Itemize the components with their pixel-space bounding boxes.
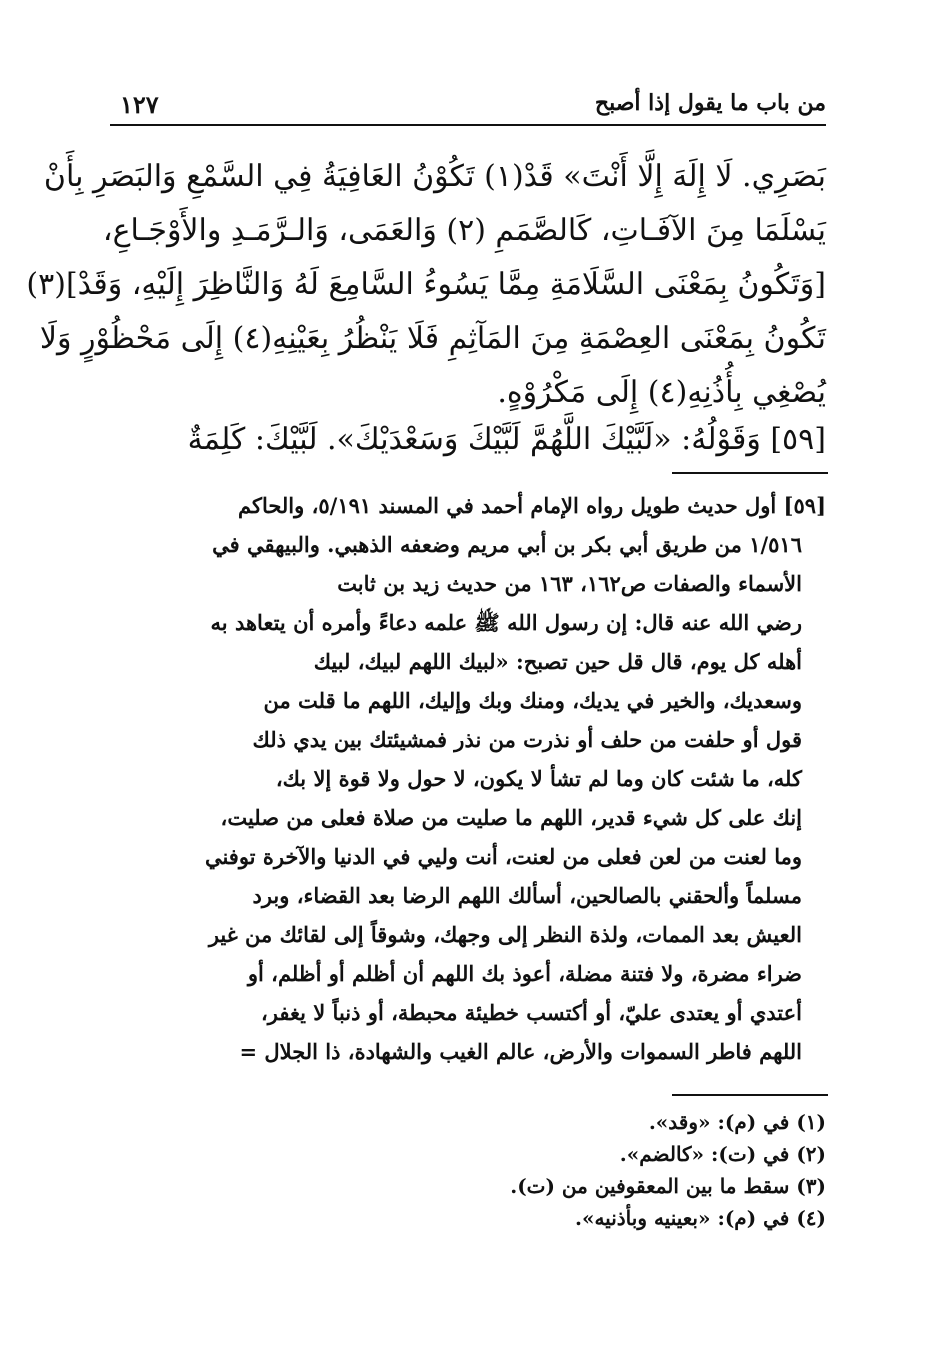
commentary-line: وسعديك، والخير في يديك، ومنك وبك وإليك، اللهم ما قلت من — [263, 688, 802, 713]
main-text-line: يَسْلَمَا مِنَ الآفَـاتِ، كَالصَّمَمِ (٢) وَالعَمَى، وَالـرَّمَـدِ والأَوْجَـاعِ، — [102, 213, 826, 248]
footnote-2: (٢) في (ت): «كالضم». — [619, 1142, 826, 1166]
commentary-line: وما لعنت من لعن فعلى من لعنت، أنت وليي في الدنيا والآخرة توفني — [204, 844, 802, 869]
main-text-line: يُصْغِي بِأُذُنِهِ(٤) إِلَى مَكْرُوْهٍ. — [497, 375, 826, 410]
commentary-line: مسلماً وألحقني بالصالحين، أسألك اللهم الرضا بعد القضاء، وبرد — [252, 883, 802, 908]
footnote-separator — [672, 1094, 828, 1096]
main-text-block — [26, 150, 826, 420]
running-header — [110, 88, 826, 122]
commentary-line: أهله كل يوم، قال قل حين تصبح: «لبيك اللهم لبيك، لبيك — [313, 649, 802, 674]
chapter-title: من باب ما يقول إذا أصبح — [594, 90, 826, 116]
commentary-separator — [672, 472, 828, 474]
footnote-3: (٣) سقط ما بين المعقوفين من (ت). — [510, 1174, 826, 1198]
footnotes-block — [300, 1106, 826, 1234]
commentary-line: كله، ما شئت كان وما لم تشأ لا يكون، لا حول ولا قوة إلا بك، — [275, 766, 802, 791]
commentary-line: العيش بعد الممات، ولذة النظر إلى وجهك، وشوقاً إلى لقائك من غير — [208, 922, 802, 947]
footnote-4: (٤) في (م): «بعينيه وبأذنيه». — [574, 1206, 826, 1230]
footnote-1: (١) في (م): «وقد». — [648, 1110, 826, 1134]
main-text-line: بَصَرِي. لَا إِلَهَ إِلَّا أَنْتَ» قَدْ(١) تَكُوْنُ العَافِيَةُ فِي السَّمْعِ وَالبَصَرِ بِأَنْ — [43, 159, 826, 194]
commentary-line: اللهم فاطر السموات والأرض، عالم الغيب والشهادة، ذا الجلال = — [239, 1039, 802, 1064]
commentary-line: إنك على كل شيء قدير، اللهم ما صليت من صلاة فعلى من صليت، — [220, 805, 802, 830]
commentary-line: أعتدي أو يعتدى عليّ، أو أكتسب خطيئة محبطة، أو ذنباً لا يغفر، — [261, 1000, 802, 1025]
entry-59-heading: [٥٩] وَقَوْلُهُ: «لَبَّيْكَ اللَّهُمَّ لَبَّيْكَ وَسَعْدَيْكَ». لَبَّيْكَ: كَلِمَةٌ — [187, 422, 826, 457]
commentary-block — [122, 486, 826, 1071]
header-rule — [110, 124, 826, 126]
commentary-line: قول أو حلفت من حلف أو نذرت من نذر فمشيئتك بين يدي ذلك — [252, 727, 802, 752]
commentary-line: ١/٥١٦ من طريق أبي بكر بن أبي مريم وضعفه الذهبي. والبيهقي في — [212, 532, 802, 557]
page-number: ١٢٧ — [120, 90, 159, 119]
main-text-line: [وَتَكُونُ بِمَعْنَى السَّلَامَةِ مِمَّا يَسُوءُ السَّامِعَ لَهُ وَالنَّاظِرَ إِلَيْهِ، وَقَدْ](٣) — [26, 267, 826, 302]
commentary-line: الأسماء والصفات ص١٦٢، ١٦٣ من حديث زيد بن ثابت — [337, 571, 802, 596]
commentary-line: رضي الله عنه قال: إن رسول الله ﷺ علمه دعاءً وأمره أن يتعاهد به — [210, 610, 802, 635]
main-text-line: تَكُونُ بِمَعْنَى العِصْمَةِ مِنَ المَآثِمِ فَلَا يَنْظُرُ بِعَيْنِهِ(٤) إِلَى مَحْظُوْرٍ وَلَا — [39, 321, 826, 356]
commentary-line: [٥٩] أول حديث طويل رواه الإمام أحمد في المسند ٥/١٩١، والحاكم — [237, 493, 826, 518]
commentary-line: ضراء مضرة، ولا فتنة مضلة، أعوذ بك اللهم أن أظلم أو أظلم، أو — [247, 961, 802, 986]
